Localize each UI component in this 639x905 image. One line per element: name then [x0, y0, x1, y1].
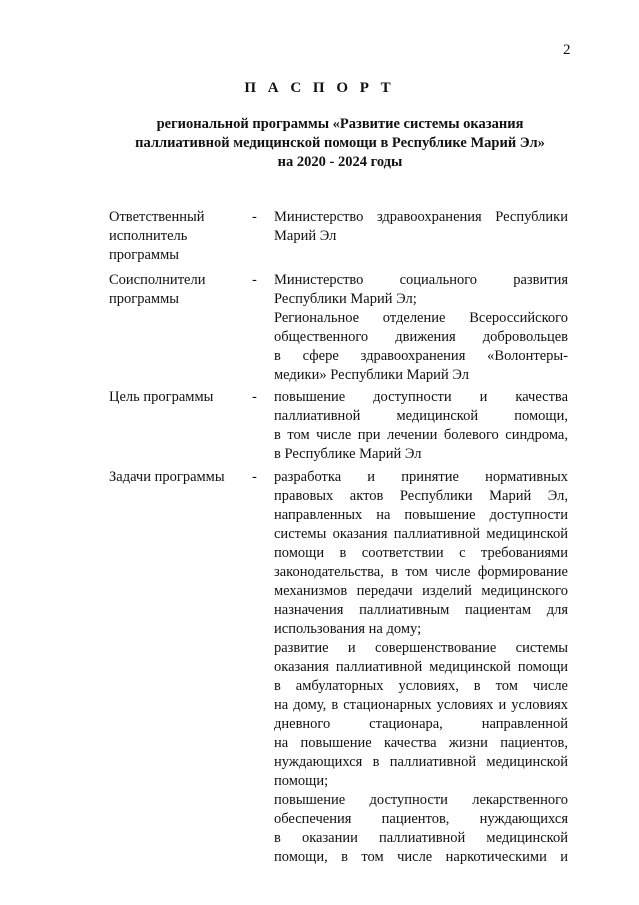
content-line: дневного стационара, направленной	[274, 716, 568, 732]
section-content	[274, 468, 568, 867]
section-content	[274, 271, 568, 385]
dash-separator: -	[252, 209, 257, 225]
content-line: разработка и принятие нормативных	[274, 469, 568, 485]
content-line: в Республике Марий Эл	[274, 446, 422, 462]
label-line: Ответственный	[109, 209, 205, 225]
content-line: обеспечения пациентов, нуждающихся	[274, 811, 568, 827]
section-content	[274, 388, 568, 464]
content-line: нуждающихся в паллиативной медицинской	[274, 754, 568, 770]
content-line: системы оказания паллиативной медицинской	[274, 526, 568, 542]
content-line: Республики Марий Эл;	[274, 291, 417, 307]
content-line: Министерство социального развития	[274, 272, 568, 288]
subtitle-line: паллиативной медицинской помощи в Республике Марий Эл»	[135, 135, 545, 151]
label-line: Цель программы	[109, 389, 214, 405]
section-label	[109, 388, 249, 407]
content-line: помощи, в том числе наркотическими и	[274, 849, 568, 865]
dash-separator: -	[252, 389, 257, 405]
content-line: на повышение качества жизни пациентов,	[274, 735, 568, 751]
content-line: общественного движения добровольцев	[274, 329, 568, 345]
dash-separator: -	[252, 469, 257, 485]
document-subtitle	[110, 115, 570, 172]
content-line: Региональное отделение Всероссийского	[274, 310, 568, 326]
content-line: законодательства, в том числе формирование	[274, 564, 568, 580]
content-line: в том числе при лечении болевого синдрома,	[274, 427, 568, 443]
content-line: использования на дому;	[274, 621, 422, 637]
section-label	[109, 208, 249, 265]
content-line: помощи;	[274, 773, 329, 789]
content-line: развитие и совершенствование системы	[274, 640, 568, 656]
label-line: Соисполнители	[109, 272, 206, 288]
content-line: в амбулаторных условиях, в том числе	[274, 678, 568, 694]
content-line: направленных на повышение доступности	[274, 507, 568, 523]
content-line: в сфере здравоохранения «Волонтеры-	[274, 348, 568, 364]
dash-separator: -	[252, 272, 257, 288]
content-line: повышение доступности лекарственного	[274, 792, 568, 808]
document-title: П А С П О Р Т	[244, 80, 395, 96]
content-line: Марий Эл	[274, 228, 337, 244]
content-line: помощи в соответствии с требованиями	[274, 545, 568, 561]
section-label	[109, 468, 249, 487]
label-line: программы	[109, 291, 179, 307]
content-line: Министерство здравоохранения Республики	[274, 209, 568, 225]
subtitle-line: региональной программы «Развитие системы оказания	[156, 116, 524, 132]
content-line: медики» Республики Марий Эл	[274, 367, 469, 383]
content-line: в оказании паллиативной медицинской	[274, 830, 568, 846]
page-number: 2	[563, 42, 571, 58]
content-line: паллиативной медицинской помощи,	[274, 408, 568, 424]
content-line: повышение доступности и качества	[274, 389, 568, 405]
label-line: программы	[109, 247, 179, 263]
subtitle-line: на 2020 - 2024 годы	[277, 154, 403, 170]
content-line: назначения паллиативным пациентам для	[274, 602, 568, 618]
content-line: оказания паллиативной медицинской помощи	[274, 659, 568, 675]
content-line: правовых актов Республики Марий Эл,	[274, 488, 568, 504]
label-line: Задачи программы	[109, 469, 225, 485]
section-label	[109, 271, 249, 309]
label-line: исполнитель	[109, 228, 188, 244]
content-line: на дому, в стационарных условиях и условиях	[274, 697, 568, 713]
section-content	[274, 208, 568, 246]
content-line: механизмов передачи изделий медицинского	[274, 583, 568, 599]
